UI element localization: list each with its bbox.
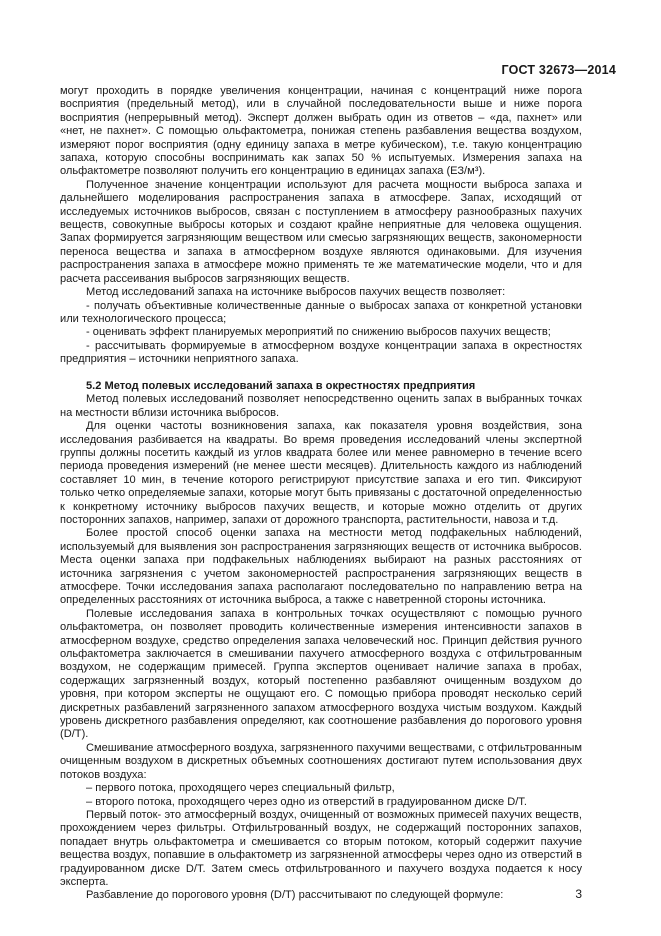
- paragraph: Полученное значение концентрации используют для расчета мощности выброса запаха и дальнейшего моделирования распространения запаха в атмосфере. Запах, исходящий от исследуемых источников выбросов, связан с поступлением в атмосферу разнообразных пахучих веществ, совокупные выбросы которых и создают крайне неприятные для человека ощущения. Запах формируется загрязняющим веществом или смесью загрязняющих веществ, закономерности переноса вещества и запаха в атмосферном воздухе являются одинаковыми. Для изучения распространения запаха в атмосфере можно применять те же математические модели, что и для расчета рассеивания выбросов загрязняющих веществ.: [60, 178, 582, 285]
- paragraph: Метод полевых исследований позволяет непосредственно оценить запах в выбранных точках на местности вблизи источника выбросов.: [60, 393, 582, 419]
- section-heading: 5.2 Метод полевых исследований запаха в окрестностях предприятия: [86, 379, 476, 392]
- paragraph: Первый поток- это атмосферный воздух, очищенный от возможных примесей пахучих веществ, прохождением через фильтры. Отфильтрованный воздух, не содержащий посторонних запахов, попадает внутрь ольфактометра и смешивается со вторым потоком, который содержит пахучие вещества воздух, попавшие в ольфактометр из загрязненной атмосферы через одно из отверстий в градуированном диске D/T. Затем смесь отфильтрованного и пахучего воздуха подается к носу эксперта.: [60, 808, 582, 888]
- paragraph: Метод исследований запаха на источнике выбросов пахучих веществ позволяет:: [86, 286, 506, 299]
- paragraph: Полевые исследования запаха в контрольных точках осуществляют с помощью ручного ольфактометра, он позволяет проводить количественные измерения интенсивности запахов в атмосферном воздухе, средство определения запаха человеческий нос. Принцип действия ручного ольфактометра заключается в смешивании пахучего атмосферного воздуха с отфильтрованным воздухом, не содержащим примесей. Группа экспертов оценивает наличие запаха в пробах, содержащих загрязненный воздух, который постепенно разбавляют очищенным воздухом до уровня, при котором эксперты не ощущают его. С помощью прибора проводят несколько серий дискретных разбавлений загрязненного запахом атмосферного воздуха чистым воздухом. Каждый уровень дискретного разбавления определяют, как соотношение разбавления до порогового уровня (D/T).: [60, 607, 582, 741]
- standard-header: ГОСТ 32673—2014: [501, 63, 616, 77]
- spacer: [60, 367, 582, 380]
- body-text: [60, 85, 582, 903]
- paragraph: Разбавление до порогового уровня (D/T) рассчитывают по следующей формуле:: [86, 889, 504, 902]
- list-item: - рассчитывать формируемые в атмосферном воздухе концентрации запаха в окрестностях предприятия – источники неприятного запаха.: [60, 339, 582, 366]
- list-item: – первого потока, проходящего через специальный фильтр,: [86, 782, 395, 795]
- list-item: - оценивать эффект планируемых мероприятий по снижению выбросов пахучих веществ;: [86, 326, 551, 339]
- paragraph: Для оценки частоты возникновения запаха, как показателя уровня воздействия, зона исследования разбивается на квадраты. Во время проведения исследований члены экспертной группы должны посетить каждый из углов квадрата более или менее равномерно в течение всего периода проведения измерений (не менее шести месяцев). Длительность каждого из наблюдений составляет 10 мин, в течение которого регистрируют присутствие запаха и его тип. Фиксируют только четко определяемые запахи, которые могут быть привязаны с достаточной определенностью к конкретному источнику выбросов пахучих веществ, и которые можно отделить от других посторонних запахов, например, запахи от дорожного транспорта, растительности, навоза и т.д.: [60, 420, 582, 526]
- paragraph: Более простой способ оценки запаха на местности метод подфакельных наблюдений, используемый для выявления зон распространения загрязняющих веществ от источника выбросов. Места оценки запаха при подфакельных наблюдениях выбирают на разных расстояниях от источника загрязнения с учетом закономерностей распространения загрязняющих веществ в атмосфере. Точки исследования запаха располагают последовательно по направлению ветра на определенных расстояниях от источника выброса, а также с наветренной стороны источника.: [60, 527, 582, 607]
- list-item: – второго потока, проходящего через одно из отверстий в градуированном диске D/T.: [86, 795, 527, 808]
- paragraph: Смешивание атмосферного воздуха, загрязненного пахучими веществами, с отфильтрованным очищенным воздухом в дискретных объемных соотношениях достигают путем использования двух потоков воздуха:: [60, 741, 582, 781]
- list-item: - получать объективные количественные данные о выбросах запаха от конкретной установки или технологического процесса;: [60, 299, 582, 325]
- page-number: 3: [575, 887, 582, 901]
- paragraph: могут проходить в порядке увеличения концентрации, начиная с концентраций ниже порога восприятия (предельный метод), или в случайной последовательности выше и ниже порога восприятия (непрерывный метод). Эксперт должен выбрать один из ответов – «да, пахнет» или «нет, не пахнет». С помощью ольфактометра, понижая степень разбавления вещества воздухом, измеряют порог восприятия (одну единицу запаха в метре кубическом), т.е. такую концентрацию запаха, которую способны воспринимать как запах 50 % испытуемых. Измерения запаха на ольфактометре позволяют получить его концентрацию в единицах запаха (ЕЗ/м³).: [60, 85, 582, 178]
